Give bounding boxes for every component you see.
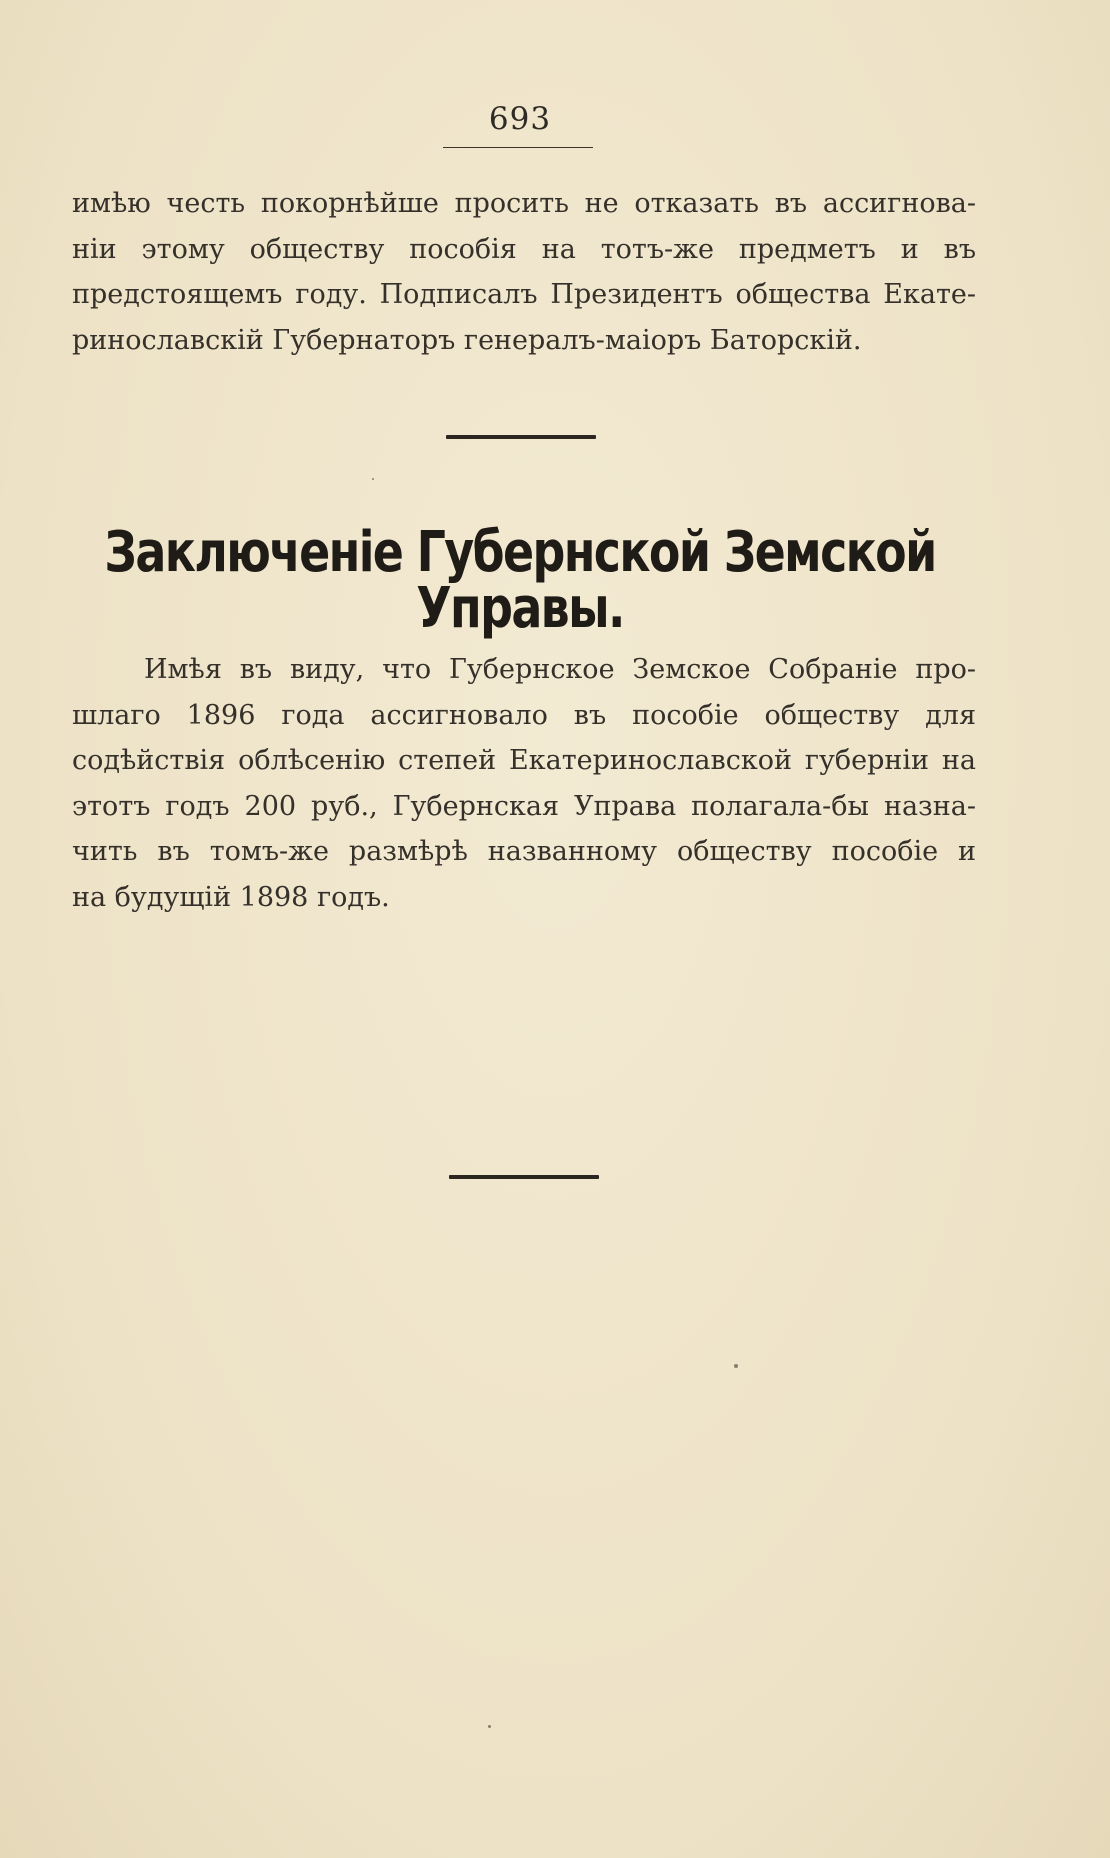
- end-separator: [449, 1175, 599, 1179]
- paper-speck: [488, 1725, 491, 1728]
- paper-speck: [372, 478, 374, 480]
- text-line: имѣю честь покорнѣйше просить не отказать въ ассигнова-: [72, 188, 976, 219]
- text-line: нiи этому обществу пособiя на тотъ-же предметъ и въ: [72, 233, 976, 265]
- text-line: на будущiй 1898 годъ.: [72, 881, 390, 913]
- section-heading: Заключенiе Губернской Земской Управы.: [104, 520, 936, 641]
- page-number-rule: [443, 147, 593, 148]
- text-line: Имѣя въ виду, что Губернское Земское Собранiе про-: [144, 654, 976, 685]
- page-number: 693: [488, 101, 552, 137]
- text-line: чить въ томъ-же размѣрѣ названному обществу пособiе и: [72, 836, 976, 867]
- text-line: предстоящемъ году. Подписалъ Президентъ общества Екате-: [72, 279, 976, 310]
- text-line: содѣйствiя облѣсенiю степей Екатеринославской губернiи на: [72, 745, 976, 776]
- text-line: ринославскiй Губернаторъ генералъ-маiоръ Баторскiй.: [72, 324, 862, 356]
- text-line: шлаго 1896 года ассигновало въ пособiе обществу для: [72, 699, 976, 731]
- conclusion-paragraph: [72, 647, 976, 920]
- text-line: этотъ годъ 200 руб., Губернская Управа полагала-бы назна-: [72, 790, 976, 822]
- section-separator: [446, 435, 596, 439]
- paper-speck: [734, 1364, 738, 1368]
- intro-paragraph: [72, 181, 976, 363]
